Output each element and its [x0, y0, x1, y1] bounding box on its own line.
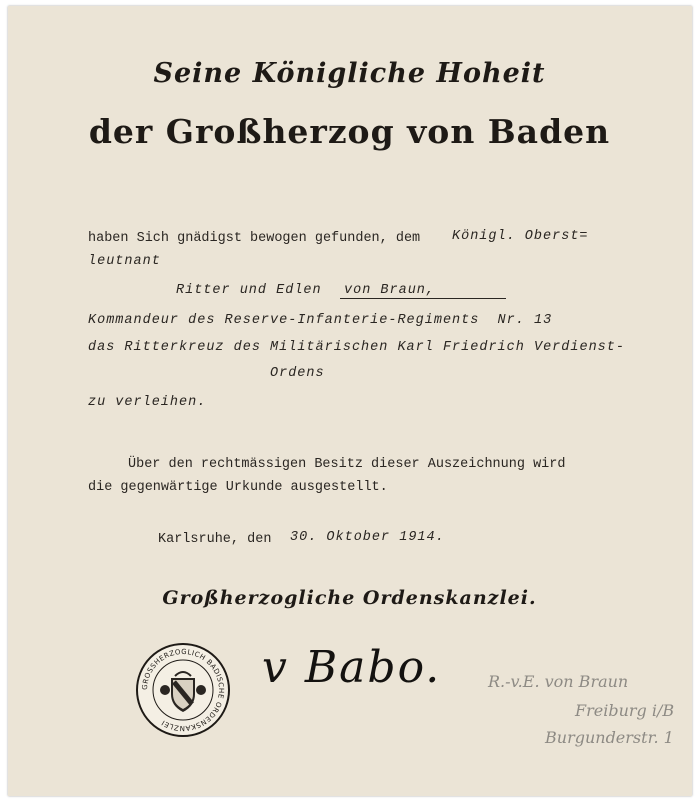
pencil-note-line-1: R.-v.E. von Braun [488, 672, 629, 691]
statement-line-1: Über den rechtmässigen Besitz dieser Auszeichnung wird [128, 457, 566, 472]
heading-line-2: der Großherzog von Baden [88, 112, 611, 151]
recipient-name-underline [340, 298, 506, 299]
pencil-note-line-2: Freiburg i/B [575, 701, 675, 720]
pencil-note-line-3: Burgunderstr. 1 [545, 728, 674, 747]
date-value: 30. Oktober 1914. [290, 530, 445, 545]
body-line-7-conclusion: zu verleihen. [88, 395, 207, 410]
date-place: Karlsruhe, den [158, 532, 272, 547]
body-line-2-rank-continued: leutnant [88, 254, 161, 269]
body-line-5-award: das Ritterkreuz des Militärischen Karl Friedrich Verdienst- [88, 340, 625, 355]
statement-line-2: die gegenwärtige Urkunde ausgestellt. [88, 480, 388, 495]
body-line-1-typed: haben Sich gnädigst bewogen gefunden, dem [88, 231, 421, 246]
body-line-1-recipient-rank: Königl. Oberst= [452, 229, 589, 244]
recipient-name: von Braun, [344, 283, 436, 298]
body-line-3-title: Ritter und Edlen [176, 283, 322, 298]
issuing-office: Großherzogliche Ordenskanzlei. [162, 587, 537, 609]
seal-stamp [135, 642, 231, 738]
body-line-4-command: Kommandeur des Reserve-Infanterie-Regiments Nr. 13 [88, 313, 553, 328]
seal-text: GROSSHERZOGLICH BADISCHE ORDENSKANZLEI [140, 647, 226, 733]
heading-line-1: Seine Königliche Hoheit [153, 58, 546, 89]
body-line-6-award-continued: Ordens [270, 366, 325, 381]
signature: v Babo. [262, 642, 442, 693]
